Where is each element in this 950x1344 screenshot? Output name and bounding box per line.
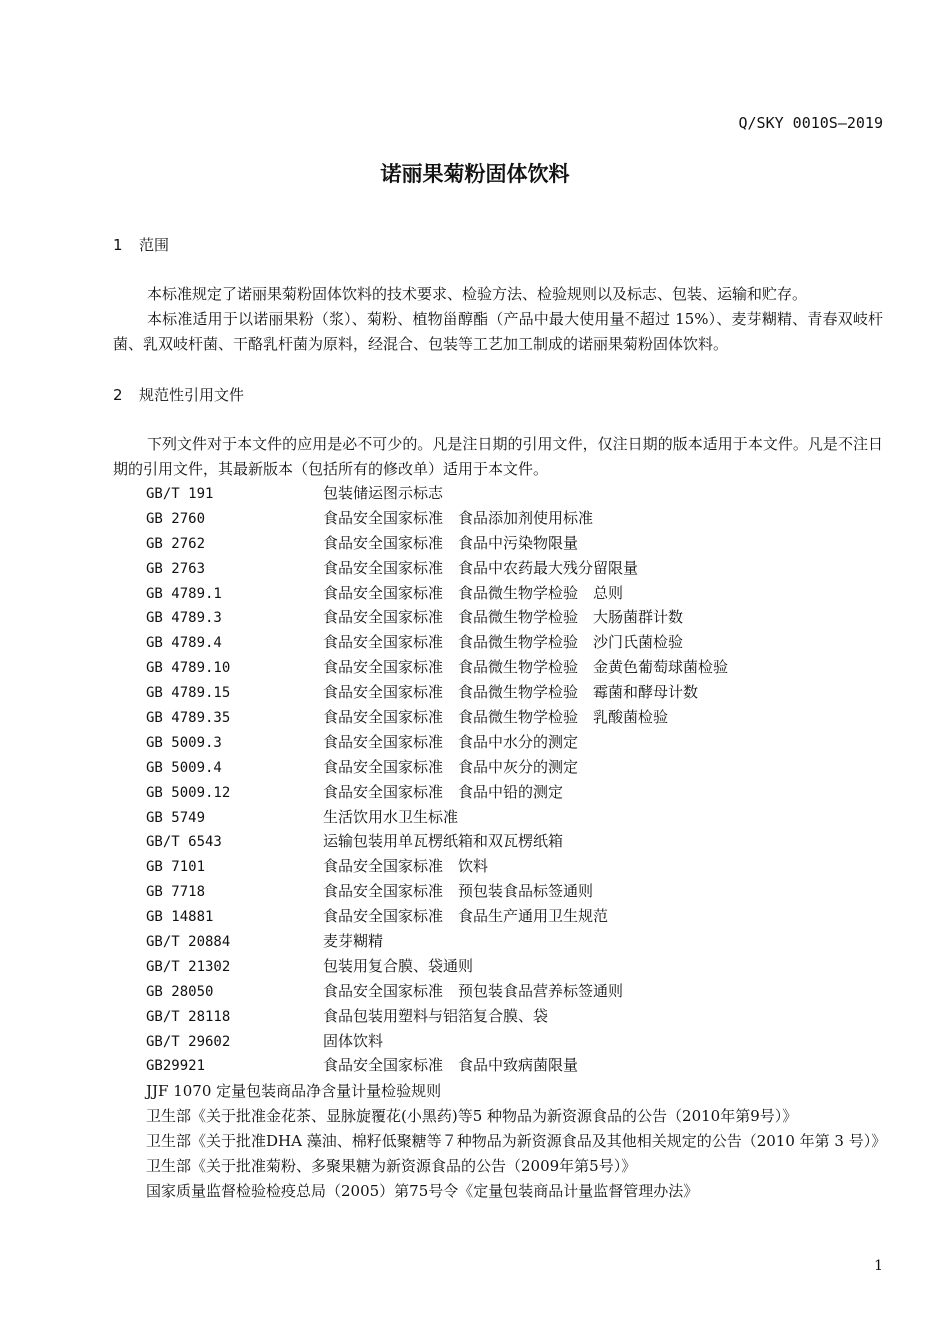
references-intro-paragraph: 下列文件对于本文件的应用是必不可少的。凡是注日期的引用文件，仅注日期的版本适用于本文件。凡是不注日期的引用文件，其最新版本（包括所有的修改单）适用于本文件。 [113,435,883,478]
additional-reference: 卫生部《关于批准菊粉、多聚果糖为新资源食品的公告（2009年第5号）》 [146,1157,637,1175]
reference-code: GB 4789.1 [146,585,222,602]
reference-item [146,680,728,705]
section-number: 2 [113,386,123,404]
reference-title: 食品安全国家标准 食品中灰分的测定 [323,757,579,776]
reference-code: GB/T 20884 [146,934,231,951]
reference-title: 食品安全国家标准 食品添加剂使用标准 [323,508,594,527]
reference-code: GB 4789.3 [146,610,222,627]
reference-code: GB 5009.12 [146,784,231,801]
reference-code: GB/T 191 [146,486,214,502]
reference-item [146,481,728,506]
reference-item [146,581,728,606]
reference-code: GB/T 29602 [146,1033,231,1050]
reference-item [146,556,728,581]
reference-code: GB 4789.10 [146,660,231,677]
reference-title: 食品安全国家标准 食品中水分的测定 [323,732,579,751]
reference-title: 食品安全国家标准 食品生产通用卫生规范 [323,907,609,926]
reference-title: 食品安全国家标准 食品微生物学检验 沙门氏菌检验 [323,633,684,652]
reference-item [146,879,728,904]
reference-title: 食品安全国家标准 食品微生物学检验 霉菌和酵母计数 [323,683,699,702]
reference-code: GB 14881 [146,909,214,926]
reference-title: 食品安全国家标准 食品微生物学检验 金黄色葡萄球菌检验 [323,658,729,677]
reference-item [146,979,728,1004]
reference-item [146,805,728,830]
reference-title: 食品安全国家标准 食品中铅的测定 [323,782,564,801]
reference-title: 生活饮用水卫生标准 [323,807,459,826]
additional-reference: 国家质量监督检验检疫总局（2005）第75号令《定量包装商品计量监督管理办法》 [146,1182,699,1200]
reference-item [146,904,728,929]
reference-item [146,605,728,630]
section-heading-scope [113,234,169,255]
scope-paragraph-2: 本标准适用于以诺丽果粉（浆）、菊粉、植物甾醇酯（产品中最大使用量不超过 15%）、麦芽糊精、青春双岐杆菌、乳双岐杆菌、干酪乳杆菌为原料，经混合、包装等工艺加工制成的诺丽果菊粉固体饮料。 [113,310,883,353]
reference-item [146,730,728,755]
standard-code: Q/SKY 0010S—2019 [738,114,883,132]
reference-title: 固体饮料 [323,1031,384,1050]
reference-item [146,506,728,531]
reference-code: GB 5749 [146,809,206,826]
reference-item [146,1053,728,1078]
reference-title: 食品安全国家标准 食品中污染物限量 [323,533,579,552]
reference-code: GB 4789.35 [146,710,231,727]
additional-references [113,1079,887,1204]
reference-list [146,481,728,1078]
reference-title: 包装储运图示标志 [323,484,444,502]
reference-title: 包装用复合膜、袋通则 [323,956,474,975]
reference-item [146,929,728,954]
reference-item [146,705,728,730]
section-title: 范围 [139,236,170,254]
reference-item [146,630,728,655]
reference-code: GB 4789.15 [146,685,231,702]
reference-title: 食品安全国家标准 食品微生物学检验 大肠菌群计数 [323,608,684,627]
reference-item [146,780,728,805]
reference-item [146,829,728,854]
additional-reference: 卫生部《关于批准DHA 藻油、棉籽低聚糖等７种物品为新资源食品及其他相关规定的公告（2010 年第 3 号）》 [146,1132,887,1150]
reference-item [146,531,728,556]
scope-paragraph-1: 本标准规定了诺丽果菊粉固体饮料的技术要求、检验方法、检验规则以及标志、包装、运输和贮存。 [147,285,808,303]
reference-title: 食品安全国家标准 食品微生物学检验 总则 [323,583,624,602]
reference-title: 运输包装用单瓦楞纸箱和双瓦楞纸箱 [323,832,564,851]
section-number: 1 [113,236,123,254]
reference-item [146,755,728,780]
page-number: 1 [874,1258,883,1274]
reference-code: GB 7718 [146,884,206,901]
reference-code: GB 4789.4 [146,635,222,652]
reference-title: 食品包装用塑料与铝箔复合膜、袋 [323,1006,549,1025]
reference-title: 食品安全国家标准 饮料 [323,857,489,876]
additional-reference: 卫生部《关于批准金花茶、显脉旋覆花(小黑药)等5 种物品为新资源食品的公告（2010年第9号）》 [146,1107,798,1125]
reference-code: GB 2760 [146,510,206,527]
reference-code: GB 5009.4 [146,759,222,776]
reference-code: GB 2763 [146,560,206,577]
reference-title: 食品安全国家标准 食品中致病菌限量 [323,1056,579,1075]
reference-code: GB/T 28118 [146,1008,231,1025]
reference-code: GB 28050 [146,983,214,1000]
additional-reference: JJF 1070 定量包装商品净含量计量检验规则 [146,1082,442,1100]
reference-title: 食品安全国家标准 预包装食品营养标签通则 [323,981,624,1000]
reference-code: GB29921 [146,1058,206,1075]
reference-title: 食品安全国家标准 预包装食品标签通则 [323,882,594,901]
reference-item [146,954,728,979]
reference-item [146,854,728,879]
reference-item [146,1004,728,1029]
reference-code: GB/T 21302 [146,958,231,975]
reference-code: GB 7101 [146,859,206,876]
reference-item [146,655,728,680]
document-title: 诺丽果菊粉固体饮料 [380,162,570,186]
reference-code: GB/T 6543 [146,834,222,851]
section-heading-normative-references [113,384,244,405]
reference-title: 食品安全国家标准 食品中农药最大残分留限量 [323,558,639,577]
section-title: 规范性引用文件 [139,386,245,404]
reference-title: 麦芽糊精 [323,932,384,951]
reference-code: GB 5009.3 [146,734,222,751]
reference-item [146,1029,728,1054]
reference-title: 食品安全国家标准 食品微生物学检验 乳酸菌检验 [323,708,669,727]
reference-code: GB 2762 [146,535,206,552]
